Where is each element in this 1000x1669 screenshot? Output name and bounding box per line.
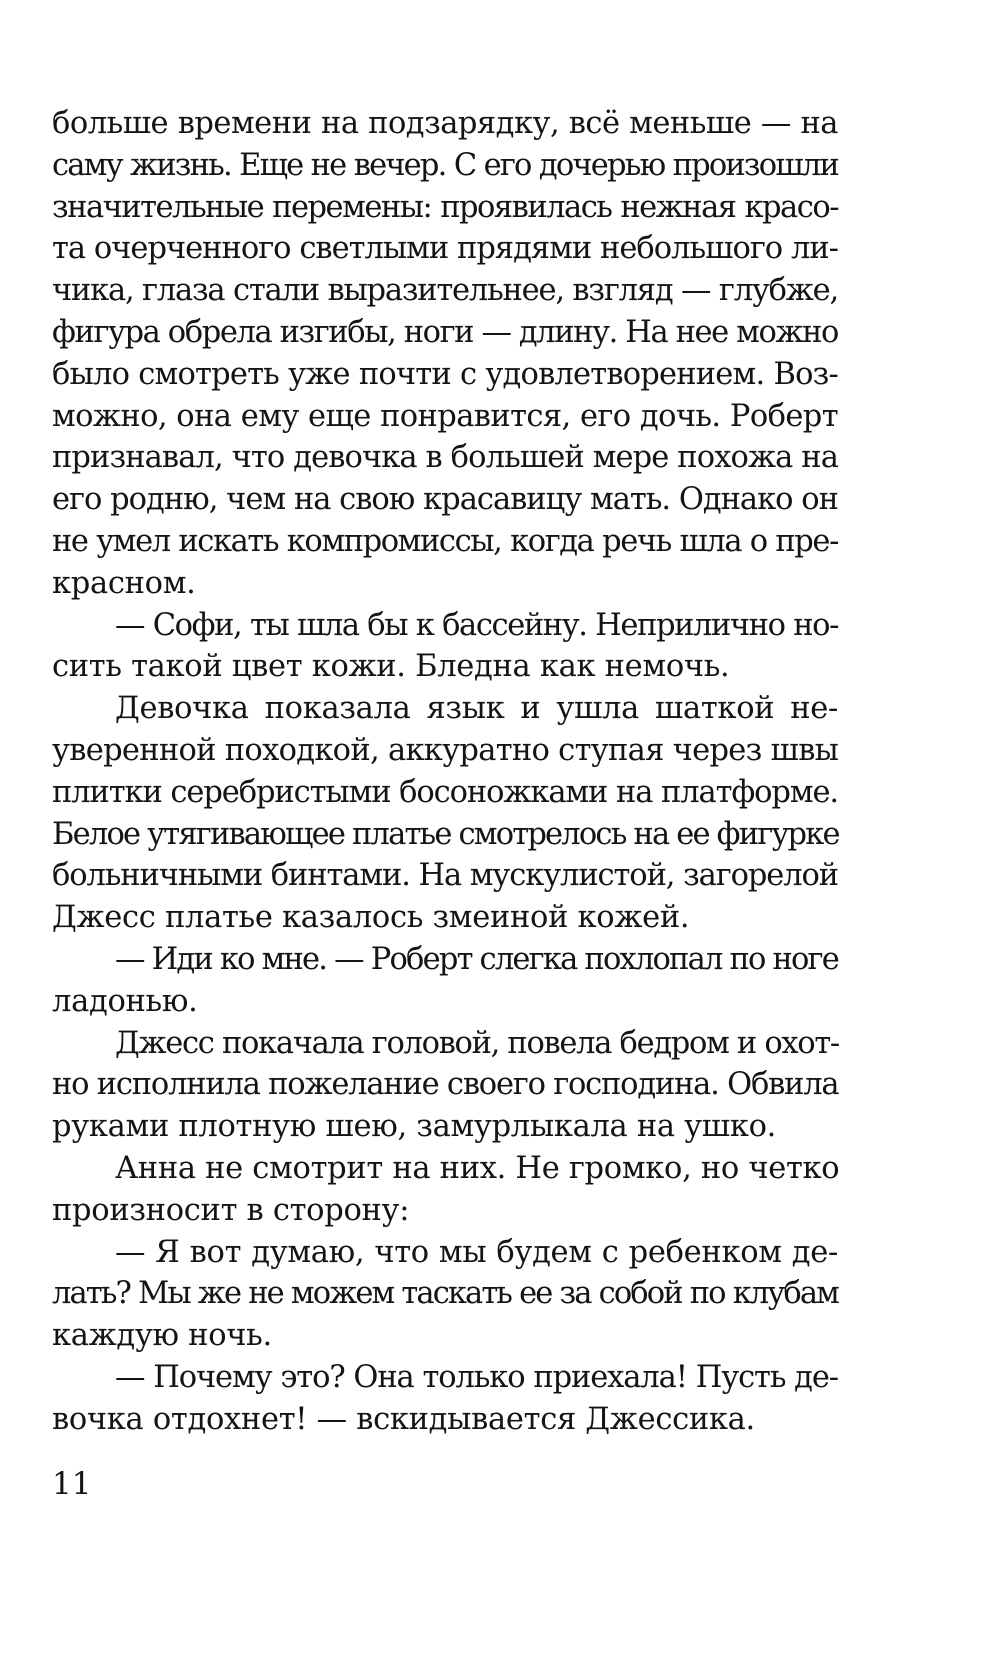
text-line: та очерченного светлыми прядями небольшого ли-: [52, 231, 838, 267]
text-line: — Софи, ты шла бы к бассейну. Неприлично но-: [115, 607, 838, 643]
text-line: было смотреть уже почти с удовлетворением. Воз-: [52, 356, 838, 392]
text-line: фигура обрела изгибы, ноги — длину. На нее можно: [52, 314, 838, 350]
text-line: плитки серебристыми босоножками на платформе.: [52, 774, 838, 810]
text-line: — Иди ко мне. — Роберт слегка похлопал по ноге: [115, 941, 838, 977]
text-line: уверенной походкой, аккуратно ступая через швы: [52, 732, 839, 768]
text-line: саму жизнь. Еще не вечер. С его дочерью произошли: [52, 147, 838, 183]
text-line: больше времени на подзарядку, всё меньше — на: [52, 106, 838, 141]
text-line: можно, она ему еще понравится, его дочь. Роберт: [52, 398, 838, 434]
text-line: — Почему это? Она только приехала! Пусть де-: [115, 1359, 838, 1395]
text-line: не умел искать компромиссы, когда речь шла о пре-: [52, 523, 838, 559]
text-line: сить такой цвет кожи. Бледна как немочь.: [52, 649, 730, 685]
text-line: каждую ночь.: [52, 1318, 272, 1354]
text-line: Девочка показала язык и ушла шаткой не-: [115, 691, 838, 727]
text-line: больничными бинтами. На мускулистой, загорелой: [52, 858, 838, 894]
text-line: произносит в сторону:: [52, 1192, 410, 1228]
text-line: Джесс покачала головой, повела бедром и охот-: [115, 1025, 839, 1061]
text-line: признавал, что девочка в большей мере похожа на: [52, 440, 838, 476]
text-line: руками плотную шею, замурлыкала на ушко.: [52, 1109, 777, 1145]
text-line: Анна не смотрит на них. Не громко, но четко: [115, 1150, 840, 1186]
page-number: 11: [52, 1466, 92, 1502]
text-line: значительные перемены: проявилась нежная красо-: [52, 189, 838, 225]
text-line: вочка отдохнет! — вскидывается Джессика.: [52, 1401, 755, 1437]
text-line: красном.: [52, 565, 196, 601]
text-line: Белое утягивающее платье смотрелось на ее фигурке: [52, 816, 839, 852]
text-line: его родню, чем на свою красавицу мать. Однако он: [52, 482, 838, 518]
text-line: Джесс платье казалось змеиной кожей.: [52, 900, 690, 936]
page-text: [52, 103, 838, 1441]
text-line: но исполнила пожелание своего господина. Обвила: [52, 1067, 839, 1103]
text-line: ладонью.: [52, 983, 198, 1019]
text-line: чика, глаза стали выразительнее, взгляд — глубже,: [52, 273, 838, 309]
text-line: — Я вот думаю, что мы будем с ребенком де-: [115, 1234, 838, 1270]
text-line: лать? Мы же не можем таскать ее за собой по клубам: [52, 1276, 838, 1312]
